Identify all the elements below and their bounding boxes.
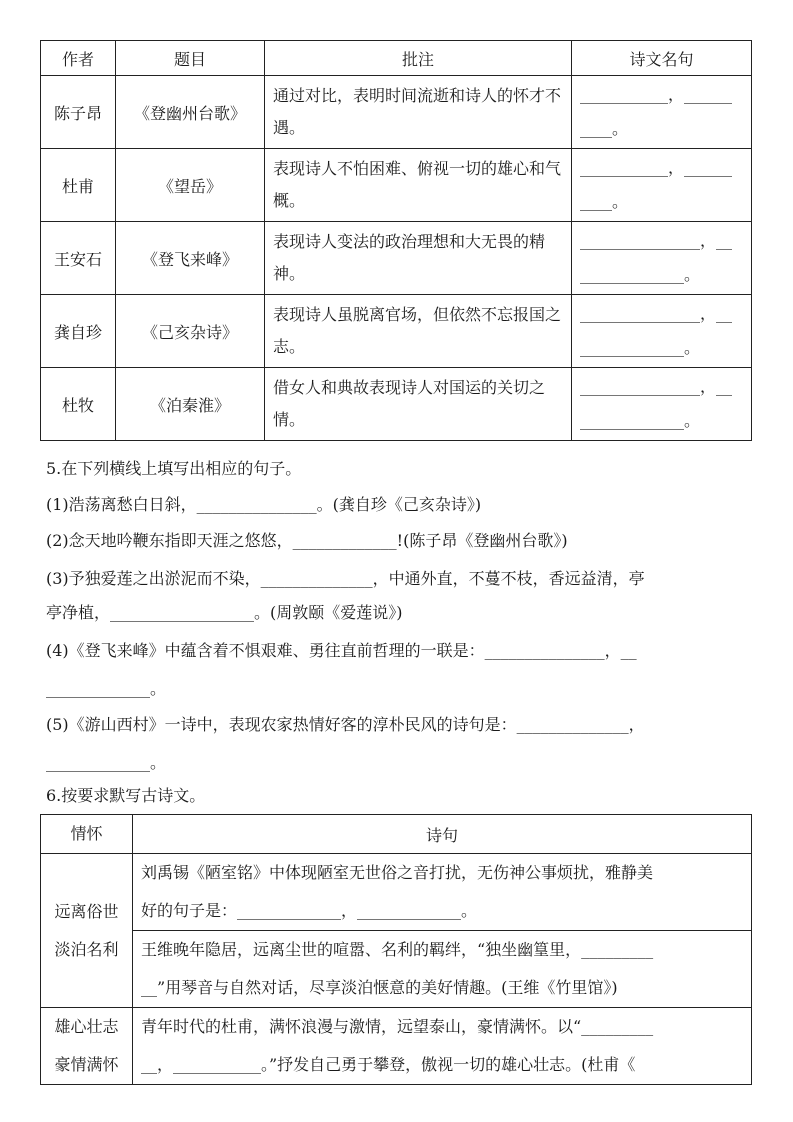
table-row: [41, 1008, 752, 1085]
question-5-4-line1: (4)《登飞来峰》中蕴含着不惧艰难、勇往直前哲理的一联是：_______________，__: [46, 641, 637, 660]
question-5-5-line2: _____________。: [46, 753, 167, 772]
feeling-label-cell: [41, 1008, 133, 1085]
verse-line: __”用琴音与自然对话，尽享淡泊惬意的美好情趣。(王维《竹里馆》): [141, 978, 618, 997]
table-row: [41, 149, 752, 222]
verse-cell[interactable]: [133, 854, 752, 931]
title-cell: 《登幽州台歌》: [116, 76, 265, 149]
poem-annotation-table: [40, 40, 752, 441]
note-cell: 表现诗人不怕困难、俯视一切的雄心和气概。: [265, 149, 572, 222]
table-header-row: [41, 815, 752, 854]
author-cell: 杜牧: [41, 368, 116, 441]
header-title: 题目: [116, 41, 265, 76]
table-row: [41, 368, 752, 441]
verse-line: 刘禹锡《陋室铭》中体现陋室无世俗之音打扰，无伤神公事烦扰，雅静美: [141, 863, 654, 882]
header-poem: 诗文名句: [572, 41, 752, 76]
feeling-label-line2: 淡泊名利: [54, 939, 119, 959]
poem-blank-cell[interactable]: _______________，__ _____________。: [572, 368, 752, 441]
question-5-5-line1: (5)《游山西村》一诗中，表现农家热情好客的淳朴民风的诗句是：______________，: [46, 715, 645, 734]
author-cell: 王安石: [41, 222, 116, 295]
title-cell: 《泊秦淮》: [116, 368, 265, 441]
author-cell: 龚自珍: [41, 295, 116, 368]
table-row: [41, 295, 752, 368]
table-row: [41, 854, 752, 931]
verse-line: 青年时代的杜甫，满怀浪漫与激情，远望泰山，豪情满怀。以“_________: [141, 1017, 654, 1036]
feeling-label-line2: 豪情满怀: [54, 1055, 119, 1074]
poem-blank-cell[interactable]: _______________，__ _____________。: [572, 222, 752, 295]
question-5-1: (1)浩荡离愁白日斜，_______________。(龚自珍《己亥杂诗》): [46, 495, 482, 514]
feeling-label-cell: [41, 854, 133, 1008]
question-5-3-line1: (3)予独爱莲之出淤泥而不染，______________，中通外直，不蔓不枝，香远益清，亭: [46, 569, 645, 588]
author-cell: 陈子昂: [41, 76, 116, 149]
table-row: [41, 222, 752, 295]
header-verse: 诗句: [133, 815, 752, 854]
verse-cell[interactable]: [133, 931, 752, 1008]
header-author: 作者: [41, 41, 116, 76]
feeling-label-line1: 雄心壮志: [54, 1017, 119, 1036]
table-header-row: [41, 41, 752, 76]
poem-blank-cell[interactable]: ___________，______ ____。: [572, 76, 752, 149]
note-cell: 表现诗人变法的政治理想和大无畏的精神。: [265, 222, 572, 295]
note-cell: 通过对比，表明时间流逝和诗人的怀才不遇。: [265, 76, 572, 149]
question-5-3-line2: 亭净植，__________________。(周敦颐《爱莲说》): [46, 603, 403, 622]
poem-blank-cell[interactable]: ___________，______ ____。: [572, 149, 752, 222]
title-cell: 《己亥杂诗》: [116, 295, 265, 368]
verse-cell[interactable]: [133, 1008, 752, 1085]
title-cell: 《登飞来峰》: [116, 222, 265, 295]
verse-line: 王维晚年隐居，远离尘世的喧嚣、名利的羁绊，“独坐幽篁里，_________: [141, 940, 654, 959]
header-note: 批注: [265, 41, 572, 76]
table-row: [41, 931, 752, 1008]
recitation-table: [40, 814, 752, 1085]
verse-line: 好的句子是：_____________，_____________。: [141, 901, 478, 920]
section6-heading: 6.按要求默写古诗文。: [46, 786, 206, 805]
question-5-2: (2)念天地吟鞭东指即天涯之悠悠，_____________!(陈子昂《登幽州台歌》): [46, 531, 568, 550]
feeling-label-line1: 远离俗世: [54, 901, 119, 921]
note-cell: 表现诗人虽脱离官场，但依然不忘报国之志。: [265, 295, 572, 368]
header-feeling: 情怀: [41, 815, 133, 854]
title-cell: 《望岳》: [116, 149, 265, 222]
verse-line: __，___________。”抒发自己勇于攀登，傲视一切的雄心壮志。(杜甫《: [141, 1055, 636, 1074]
question-5-4-line2: _____________。: [46, 679, 167, 698]
note-cell: 借女人和典故表现诗人对国运的关切之情。: [265, 368, 572, 441]
author-cell: 杜甫: [41, 149, 116, 222]
table-row: [41, 76, 752, 149]
poem-blank-cell[interactable]: _______________，__ _____________。: [572, 295, 752, 368]
section5-heading: 5.在下列横线上填写出相应的句子。: [46, 459, 302, 478]
